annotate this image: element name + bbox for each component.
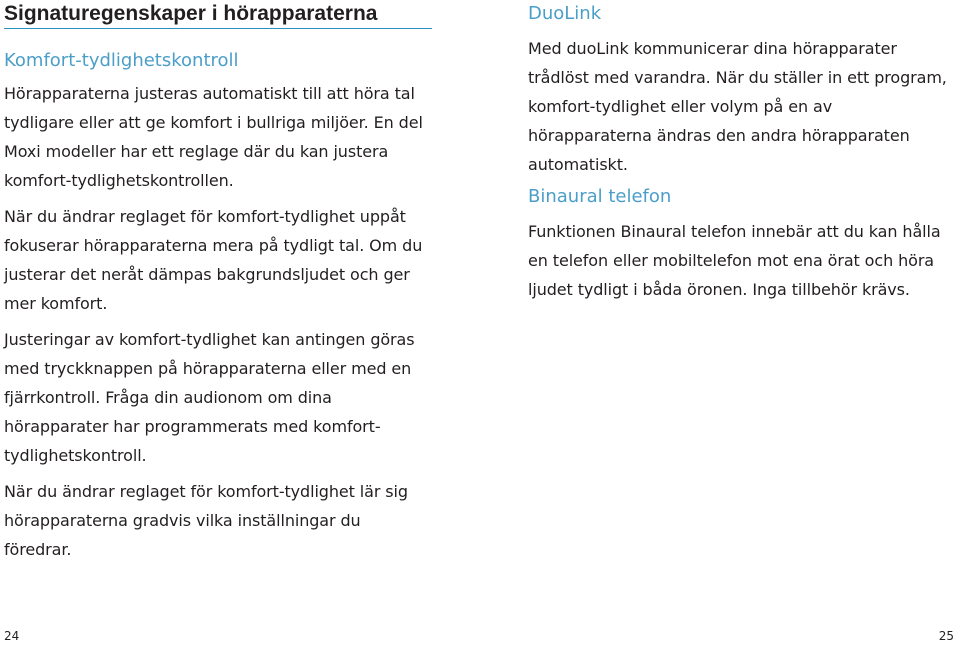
page-number-left: 24 xyxy=(4,629,20,643)
section-heading-binaural-telefon: Binaural telefon xyxy=(528,186,672,207)
paragraph: Funktionen Binaural telefon innebär att du kan hålla en telefon eller mobiltelefon mot ena örat och höra ljudet tydligt i båda öronen. Inga tillbehör krävs. xyxy=(528,222,941,299)
paragraph: När du ändrar reglaget för komfort-tydlighet lär sig hörapparaterna gradvis vilka inställningar du föredrar. xyxy=(4,482,408,559)
title-divider xyxy=(4,28,432,29)
right-page xyxy=(528,0,948,309)
paragraph: När du ändrar reglaget för komfort-tydlighet uppåt fokuserar hörapparaterna mera på tydligt tal. Om du justerar det neråt dämpas bakgrundsljudet och ger mer komfort. xyxy=(4,207,423,313)
page-number-right: 25 xyxy=(938,629,954,643)
paragraph: Justeringar av komfort-tydlighet kan antingen göras med tryckknappen på hörapparaterna eller med en fjärrkontroll. Fråga din audionom om dina hörapparater har programmerats med komfort-tydlighetskontroll. xyxy=(4,330,415,465)
left-page xyxy=(4,0,432,571)
paragraph: Hörapparaterna justeras automatiskt till att höra tal tydligare eller att ge komfort i bullriga miljöer. En del Moxi modeller har ett reglage där du kan justera komfort-tydlighetskontrollen. xyxy=(4,84,423,190)
section-heading-duolink: DuoLink xyxy=(528,3,602,24)
section-heading-komfort: Komfort-tydlighetskontroll xyxy=(4,50,239,71)
paragraph: Med duoLink kommunicerar dina hörapparater trådlöst med varandra. När du ställer in ett program, komfort-tydlighet eller volym på en av hörapparaterna ändras den andra hörapparaten automatiskt. xyxy=(528,39,947,174)
page-title: Signaturegenskaper i hörapparaterna xyxy=(4,2,378,25)
